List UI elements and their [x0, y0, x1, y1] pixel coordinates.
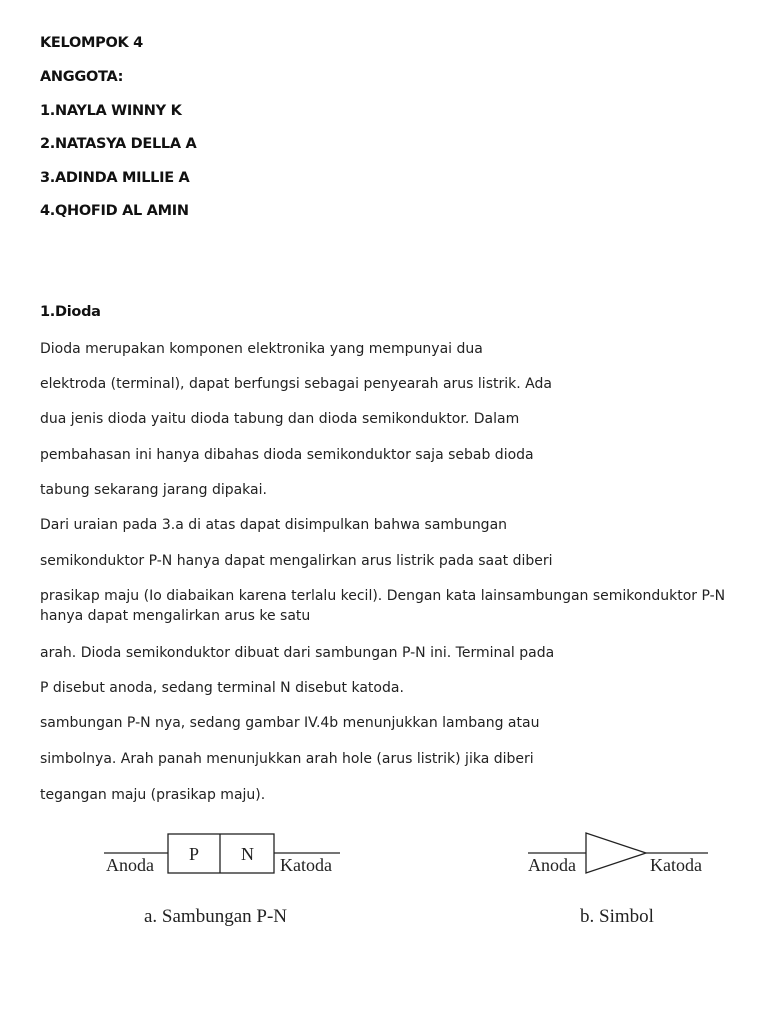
member-3: 3.ADINDA MILLIE A	[40, 170, 190, 186]
n-region-label: N	[241, 844, 254, 864]
pn-block	[168, 834, 274, 873]
paragraph-line: sambungan P-N nya, sedang gambar IV.4b menunjukkan lambang atau	[40, 715, 540, 731]
paragraph-line: pembahasan ini hanya dibahas dioda semikonduktor saja sebab dioda	[40, 447, 534, 463]
group-title: KELOMPOK 4	[40, 35, 143, 51]
members-label: ANGGOTA:	[40, 69, 124, 85]
paragraph-line: Dioda merupakan komponen elektronika yang mempunyai dua	[40, 341, 483, 357]
member-4: 4.QHOFID AL AMIN	[40, 203, 189, 219]
p-region-label: P	[189, 844, 200, 864]
pn-anoda-label: Anoda	[106, 855, 154, 875]
diode-symbol-diagram	[524, 826, 724, 882]
symbol-anoda-label: Anoda	[528, 855, 576, 875]
paragraph-line: prasikap maju (Io diabaikan karena terlalu kecil). Dengan kata lainsambungan semikonduktor P-N hanya dapat mengalirkan arus ke satu	[40, 588, 726, 624]
paragraph-line: Dari uraian pada 3.a di atas dapat disimpulkan bahwa sambungan	[40, 517, 508, 533]
paragraph-line: arah. Dioda semikonduktor dibuat dari sambungan P-N ini. Terminal pada	[40, 645, 555, 661]
paragraph-line: tabung sekarang jarang dipakai.	[40, 482, 267, 498]
section-title: 1.Dioda	[40, 304, 101, 320]
paragraph-line: tegangan maju (prasikap maju).	[40, 787, 266, 803]
diode-triangle-icon	[586, 833, 646, 873]
pn-katoda-label: Katoda	[280, 855, 332, 875]
symbol-caption: b. Simbol	[580, 906, 654, 927]
paragraph-line: elektroda (terminal), dapat berfungsi sebagai penyearah arus listrik. Ada	[40, 376, 552, 392]
paragraph-line: P disebut anoda, sedang terminal N disebut katoda.	[40, 680, 404, 696]
pn-caption: a. Sambungan P-N	[144, 906, 288, 927]
pn-junction-diagram	[100, 826, 350, 882]
paragraph-line: simbolnya. Arah panah menunjukkan arah hole (arus listrik) jika diberi	[40, 751, 534, 767]
paragraph-line: dua jenis dioda yaitu dioda tabung dan dioda semikonduktor. Dalam	[40, 411, 520, 427]
symbol-katoda-label: Katoda	[650, 855, 702, 875]
member-1: 1.NAYLA WINNY K	[40, 103, 182, 119]
paragraph-line: semikonduktor P-N hanya dapat mengalirkan arus listrik pada saat diberi	[40, 553, 553, 569]
member-2: 2.NATASYA DELLA A	[40, 136, 197, 152]
